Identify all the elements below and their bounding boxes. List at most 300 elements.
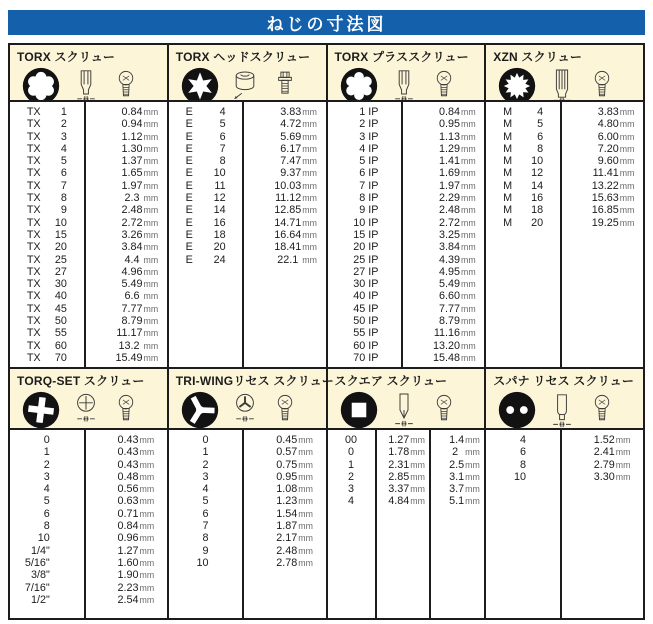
value	[412, 180, 476, 192]
unit-mm: mm	[461, 193, 476, 204]
value-cell	[431, 471, 484, 483]
value-column	[560, 102, 643, 367]
unit-mm: mm	[619, 143, 635, 154]
value-cell	[86, 340, 167, 352]
value-number: 1.69	[439, 167, 461, 180]
value	[257, 459, 313, 471]
value-number: 4.72	[280, 118, 302, 131]
value	[570, 167, 634, 179]
value-cell	[244, 520, 325, 532]
size-number: 2	[60, 118, 67, 131]
value	[98, 434, 154, 446]
unit-mm: mm	[298, 557, 313, 568]
unit-mm: mm	[410, 496, 425, 507]
size-number: 7	[60, 179, 67, 192]
value-cell	[86, 204, 167, 216]
size-prefix: TX	[26, 216, 41, 229]
value-number: 13.2	[118, 339, 143, 352]
value-number: 1.27	[388, 434, 410, 446]
value	[412, 340, 476, 352]
size-prefix: TX	[26, 192, 41, 205]
value-number: 5.49	[439, 278, 461, 291]
value	[98, 569, 154, 581]
unit-mm: mm	[298, 521, 313, 532]
value	[94, 192, 158, 204]
value	[570, 217, 634, 229]
value-number: 14.71	[274, 216, 302, 229]
size-cell	[328, 155, 402, 167]
section-header	[486, 369, 643, 428]
size-suffix: IP	[368, 192, 379, 205]
size-prefix: M	[503, 204, 513, 217]
size-prefix: E	[185, 167, 193, 180]
size-column	[169, 430, 243, 618]
size	[503, 143, 543, 155]
value-number: 1.65	[121, 167, 143, 180]
value-cell	[244, 508, 325, 520]
value-cell	[562, 143, 643, 155]
unit-mm: mm	[143, 328, 159, 339]
size-number: 40	[54, 290, 67, 303]
value	[412, 303, 476, 315]
unit-mm: mm	[619, 205, 635, 216]
value-number: 7.47	[280, 155, 302, 168]
value	[436, 434, 480, 446]
size: 7/16"	[24, 581, 50, 594]
unit-mm: mm	[302, 242, 317, 253]
value-number: 6.17	[280, 142, 302, 155]
size-number: 8	[359, 192, 366, 205]
value-number: 2.85	[388, 470, 410, 483]
size-cell	[486, 118, 560, 130]
size: 3	[43, 470, 50, 483]
size-prefix: E	[185, 253, 193, 266]
size-prefix: TX	[26, 106, 41, 118]
value-cell	[403, 131, 484, 143]
value-number: 7.77	[439, 302, 461, 315]
size-cell	[169, 254, 243, 266]
size-number: 70	[54, 351, 67, 364]
value	[253, 180, 317, 192]
unit-mm: mm	[139, 521, 155, 532]
value	[257, 508, 313, 520]
value-number: 4.4	[124, 253, 143, 266]
screw-head-icon	[270, 390, 300, 430]
value-number: 5.1	[449, 495, 465, 508]
size-prefix: E	[185, 142, 193, 155]
size	[503, 180, 543, 192]
value-number: 4.84	[388, 495, 410, 508]
size-prefix: E	[185, 155, 193, 168]
size-prefix: M	[503, 155, 513, 168]
section-title: TORX プラススクリュー	[334, 50, 469, 64]
size	[186, 131, 226, 143]
value	[98, 582, 154, 594]
value-cell	[562, 192, 643, 204]
value	[257, 471, 313, 483]
value-cell	[86, 545, 167, 557]
size-cell	[169, 508, 243, 520]
value	[412, 327, 476, 339]
value-number: 18.41	[274, 241, 302, 254]
value-number: 8.79	[121, 315, 143, 328]
unit-mm: mm	[410, 459, 425, 470]
value-number: 2.72	[121, 216, 143, 229]
size-cell	[10, 217, 84, 229]
value	[381, 471, 425, 483]
size	[27, 204, 67, 216]
size	[186, 143, 226, 155]
value	[436, 495, 480, 507]
size-cell	[10, 278, 84, 290]
size-cell	[10, 557, 84, 569]
y-gauge-icon	[229, 390, 261, 430]
value	[570, 155, 634, 167]
size	[27, 278, 67, 290]
size-cell	[328, 446, 375, 458]
value	[570, 143, 634, 155]
unit-mm: mm	[615, 447, 631, 458]
value	[574, 471, 630, 483]
size-number: 8	[219, 155, 226, 168]
value-cell	[86, 520, 167, 532]
size	[503, 106, 543, 118]
unit-mm: mm	[302, 143, 317, 154]
size-cell	[10, 545, 84, 557]
value-number: 2.29	[439, 192, 461, 205]
screw-dimension-table	[8, 43, 645, 620]
size-number: 20	[54, 241, 67, 254]
size	[350, 192, 378, 204]
value-number: 1.12	[121, 130, 143, 143]
unit-mm: mm	[139, 484, 155, 495]
size-cell	[10, 434, 84, 446]
size	[27, 266, 67, 278]
unit-mm: mm	[139, 471, 155, 482]
unit-mm: mm	[298, 496, 313, 507]
unit-mm: mm	[302, 254, 317, 265]
size-number: 55	[353, 327, 366, 340]
square-bit-icon	[388, 390, 420, 430]
unit-mm: mm	[139, 533, 155, 544]
size: 0	[348, 446, 355, 459]
size-number: 45	[353, 302, 366, 315]
size-prefix: E	[185, 179, 193, 192]
value-column	[375, 430, 430, 618]
unit-mm: mm	[139, 435, 155, 445]
size	[503, 192, 543, 204]
value	[98, 557, 154, 569]
value-cell	[244, 459, 325, 471]
size: 4	[43, 483, 50, 496]
size-column	[486, 430, 560, 618]
value-cell	[562, 446, 643, 458]
size-suffix: IP	[368, 278, 379, 291]
value-number: 2.48	[439, 204, 461, 217]
value-number: 11.17	[116, 327, 143, 340]
size	[350, 327, 378, 339]
value-cell	[86, 569, 167, 581]
value-column	[401, 102, 484, 367]
value	[94, 131, 158, 143]
size-suffix: IP	[368, 155, 379, 168]
value-number: 3.37	[388, 483, 410, 496]
section-header	[486, 45, 643, 100]
value	[412, 266, 476, 278]
size-cell	[328, 459, 375, 471]
value-cell	[403, 180, 484, 192]
value-number: 15.49	[115, 351, 143, 364]
size	[350, 118, 378, 130]
size: 9	[202, 544, 209, 557]
size-cell	[10, 340, 84, 352]
size-prefix: E	[185, 228, 193, 241]
size-cell	[169, 229, 243, 241]
value	[381, 483, 425, 495]
size-number: 14	[531, 179, 544, 192]
value-column	[84, 430, 167, 618]
size-number: 3	[359, 130, 366, 143]
size-number: 27	[353, 265, 366, 278]
value-cell	[403, 118, 484, 130]
size-number: 6	[359, 167, 366, 180]
size-cell	[10, 290, 84, 302]
size-prefix: M	[503, 192, 513, 205]
value-cell	[244, 545, 325, 557]
unit-mm: mm	[143, 107, 159, 117]
size	[350, 167, 378, 179]
value-column	[429, 430, 484, 618]
value	[98, 532, 154, 544]
value-number: 16.64	[274, 228, 302, 241]
value-number: 11.12	[275, 192, 302, 205]
size-number: 70	[353, 351, 366, 364]
unit-mm: mm	[139, 545, 155, 556]
value-number: 1.29	[439, 142, 461, 155]
value-cell	[431, 483, 484, 495]
value	[257, 557, 313, 569]
size-cell	[169, 241, 243, 253]
size-column	[169, 102, 243, 367]
size-cell	[486, 471, 560, 483]
size-number: 12	[531, 167, 544, 180]
unit-mm: mm	[465, 484, 480, 495]
size: 1/4"	[30, 544, 50, 557]
unit-mm: mm	[143, 242, 159, 253]
value-cell	[244, 118, 325, 130]
value	[98, 508, 154, 520]
size	[27, 352, 67, 364]
value	[94, 217, 158, 229]
unit-mm: mm	[139, 582, 155, 593]
size-column	[10, 430, 84, 618]
size-cell	[328, 254, 402, 266]
size	[186, 180, 226, 192]
unit-mm: mm	[461, 131, 476, 142]
value-number: 4.95	[439, 265, 461, 278]
value-cell	[562, 217, 643, 229]
size-suffix: IP	[368, 241, 379, 254]
size	[27, 315, 67, 327]
size-cell	[328, 241, 402, 253]
value	[257, 434, 313, 446]
value-cell	[403, 352, 484, 364]
value	[98, 446, 154, 458]
value-number: 3.84	[439, 241, 461, 254]
size-cell	[10, 327, 84, 339]
unit-mm: mm	[143, 119, 159, 130]
size-cell	[10, 532, 84, 544]
size-suffix: IP	[368, 179, 379, 192]
unit-mm: mm	[298, 435, 313, 445]
size-number: 10	[531, 155, 544, 168]
size-suffix: IP	[368, 290, 379, 303]
size-prefix: TX	[26, 253, 41, 266]
value	[98, 471, 154, 483]
size: 2	[202, 458, 209, 471]
size-cell	[169, 434, 243, 446]
value-number: 4.39	[439, 253, 461, 266]
value	[436, 483, 480, 495]
size: 10	[514, 470, 527, 483]
size-suffix: IP	[368, 228, 379, 241]
value-number: 19.25	[591, 216, 619, 229]
size-cell	[10, 352, 84, 364]
section-title: TORX スクリュー	[17, 50, 116, 64]
value-cell	[86, 180, 167, 192]
size-prefix: E	[185, 216, 193, 229]
value-number: 2.48	[276, 544, 298, 557]
size: 0	[43, 434, 50, 446]
value-number: 0.95	[276, 470, 298, 483]
value-cell	[403, 340, 484, 352]
size	[27, 143, 67, 155]
size-cell	[328, 229, 402, 241]
size-suffix: IP	[368, 265, 379, 278]
unit-mm: mm	[410, 484, 425, 495]
size: 5	[202, 495, 209, 508]
value-column	[242, 430, 325, 618]
size-cell	[486, 131, 560, 143]
size-cell	[10, 483, 84, 495]
value	[570, 118, 634, 130]
size	[503, 204, 543, 216]
unit-mm: mm	[619, 131, 635, 142]
value-cell	[86, 303, 167, 315]
value-cell	[403, 278, 484, 290]
value-number: 0.71	[117, 507, 139, 520]
size-prefix: TX	[26, 142, 41, 155]
unit-mm: mm	[143, 193, 159, 204]
value-cell	[86, 434, 167, 446]
value-cell	[86, 532, 167, 544]
size	[350, 204, 378, 216]
unit-mm: mm	[619, 119, 635, 130]
size: 8	[520, 458, 527, 471]
value-cell	[86, 229, 167, 241]
section-title: TORX ヘッドスクリュー	[175, 50, 311, 64]
value-number: 0.43	[117, 434, 139, 446]
section-header	[10, 369, 167, 428]
section-torx-head	[167, 45, 326, 367]
size-column	[328, 430, 375, 618]
size	[27, 229, 67, 241]
value-number: 1.41	[439, 155, 461, 168]
value	[381, 495, 425, 507]
value-cell	[86, 106, 167, 118]
value-cell	[86, 495, 167, 507]
value-cell	[562, 167, 643, 179]
size-cell	[10, 266, 84, 278]
value-cell	[562, 204, 643, 216]
value-cell	[86, 241, 167, 253]
size	[350, 266, 378, 278]
value-cell	[244, 483, 325, 495]
size-cell	[486, 446, 560, 458]
value-number: 1.52	[593, 434, 615, 446]
value-number: 3.1	[449, 470, 465, 483]
value-number: 0.57	[276, 446, 298, 459]
section-torx	[10, 45, 167, 367]
value-number: 3.25	[439, 228, 461, 241]
section-title: XZN スクリュー	[493, 50, 583, 64]
unit-mm: mm	[143, 156, 159, 167]
size-prefix: E	[185, 192, 193, 205]
size-suffix: IP	[368, 167, 379, 180]
value-number: 1.30	[121, 142, 143, 155]
value	[257, 545, 313, 557]
unit-mm: mm	[302, 180, 317, 191]
size-number: 5	[537, 118, 544, 131]
section-body	[328, 100, 485, 367]
value-cell	[377, 483, 430, 495]
size-cell	[328, 217, 402, 229]
value-number: 2.48	[121, 204, 143, 217]
value-cell	[86, 471, 167, 483]
unit-mm: mm	[143, 254, 159, 265]
size-cell	[486, 434, 560, 446]
size: 5/16"	[24, 556, 50, 569]
value	[412, 204, 476, 216]
size-cell	[169, 192, 243, 204]
value-cell	[377, 446, 430, 458]
value-cell	[244, 241, 325, 253]
size-prefix: M	[503, 130, 513, 143]
unit-mm: mm	[461, 328, 476, 339]
size	[350, 143, 378, 155]
value-cell	[244, 254, 325, 266]
size	[503, 217, 543, 229]
value	[94, 155, 158, 167]
size-number: 55	[54, 327, 67, 340]
size-number: 2	[359, 118, 366, 131]
size-number: 24	[213, 253, 226, 266]
value-cell	[86, 483, 167, 495]
value	[570, 180, 634, 192]
size-cell	[10, 180, 84, 192]
size-cell	[10, 594, 84, 606]
size	[350, 180, 378, 192]
value-cell	[86, 594, 167, 606]
value	[253, 118, 317, 130]
size: 6	[43, 507, 50, 520]
size	[350, 340, 378, 352]
size-cell	[169, 180, 243, 192]
unit-mm: mm	[139, 557, 155, 568]
unit-mm: mm	[298, 484, 313, 495]
value-cell	[403, 155, 484, 167]
value-cell	[403, 290, 484, 302]
